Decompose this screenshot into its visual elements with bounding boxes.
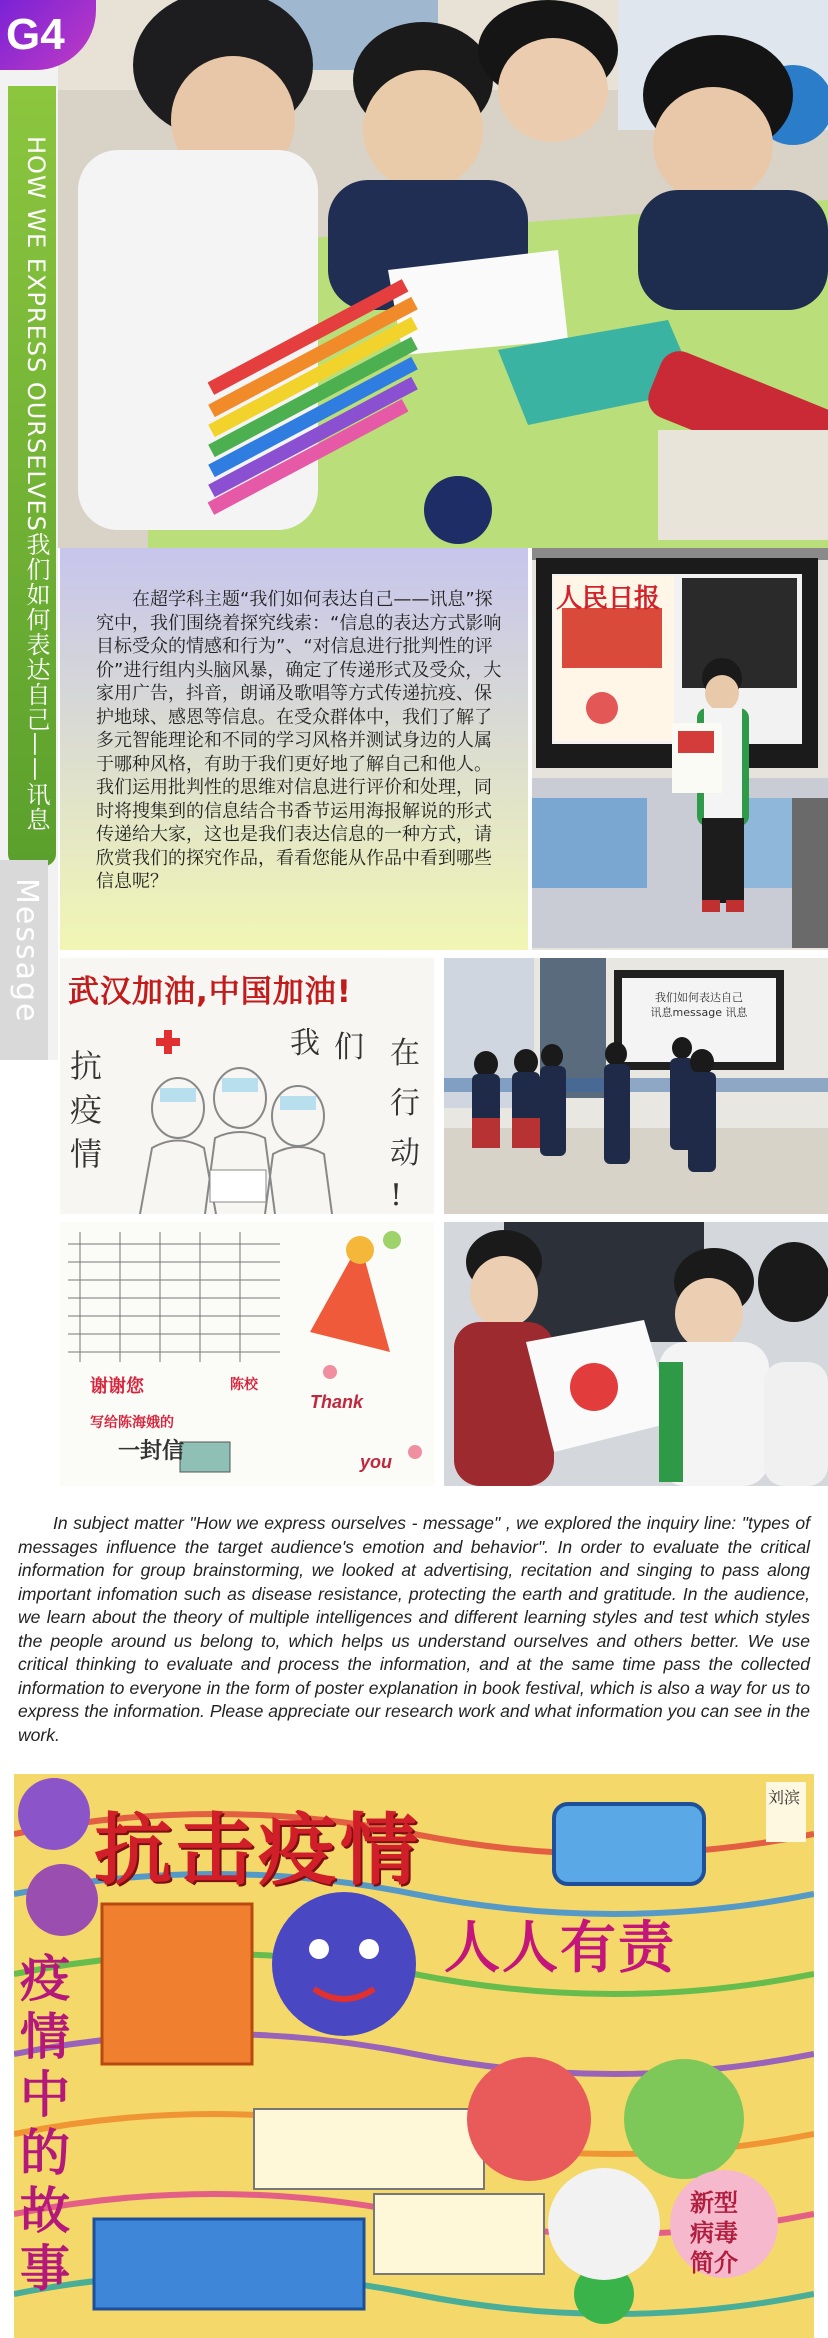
wuhan-right-word: 们 <box>334 1030 364 1065</box>
wuhan-left-word: 抗 <box>70 1047 103 1085</box>
thanks-you: you <box>360 1452 393 1472</box>
photo-classroom-group <box>444 958 828 1214</box>
thanks-school: 陈校 <box>230 1377 258 1393</box>
wuhan-left-word: 情 <box>70 1135 103 1173</box>
big-poster-tag: 刘滨 <box>768 1788 801 1807</box>
big-poster-title: 抗击疫情 <box>94 1806 423 1896</box>
screen-line-2: 讯息message 讯息 <box>650 1006 748 1019</box>
wuhan-right-word: ! <box>390 1178 403 1213</box>
wuhan-left-words <box>70 1044 110 1176</box>
thanks-cn: 谢谢您 <box>90 1376 144 1397</box>
big-poster-side-title: 疫情中的故事 <box>20 1950 70 2298</box>
thanks-letter-2: 一封信 <box>118 1439 185 1464</box>
intro-en-text: In subject matter "How we express ourselves - message" , we explored the inquiry line: "types of messages influence the target audience's emotion and behavior". In order to evaluate the critical information for group brainstorming, we looked at advertising, recitation and singing to pass along important infomation such as disease resistance, protecting the earth and gratitude. In the audience, we learn about the theory of multiple intelligences and different learning styles and test which styles the people around us belong to, which helps us understand ourselves and others better. We use critical thinking to evaluate and process the information, and at the same time pass the collected information to everyone in the form of poster explanation in book festival, which is also a way for us to express the information. Please appreciate our research work and what information you can see in the work. <box>18 1513 810 1745</box>
intro-cn-text: 在超学科主题“我们如何表达自己——讯息”探究中，我们围绕着探究线索：“信息的表达方式影响目标受众的情感和行为”、“对信息进行批判性的评价”进行组内头脑风暴，确定了传递形式及受众，大家用广告，抖音，朗诵及歌唱等方式传递抗疫、保护地球、感恩等信息。在受众群体中，我们了解了多元智能理论和不同的学习风格并测试身边的人属于哪种风格，有助于我们更好地了解自己和他人。我们运用批判性的思维对信息进行评价和处理，同时将搜集到的信息结合书香节运用海报解说的形式传递给大家，这也是我们表达信息的一种方式，请欣赏我们的探究作品，看看您能从作品中看到哪些信息呢？ <box>96 589 502 892</box>
photo-wuhan-poster <box>60 958 434 1214</box>
photo-students-drawing <box>58 0 828 548</box>
stage-board-title: 人民日报 <box>556 584 661 614</box>
classroom-screen-text <box>624 990 774 1020</box>
screen-line-1: 我们如何表达自己 <box>655 991 743 1004</box>
wuhan-right-word: 动 <box>390 1136 420 1171</box>
photo-big-poster <box>14 1774 814 2338</box>
photo-student-presenting <box>532 548 828 950</box>
thanks-letter: 写给陈海娥的 <box>90 1415 174 1431</box>
big-poster-virus-title: 新型病毒简介 <box>690 2189 738 2277</box>
message-tab-label: Message <box>9 878 44 1024</box>
intro-cn-box <box>60 548 528 950</box>
wuhan-left-word: 疫 <box>70 1091 103 1129</box>
wuhan-headline: 武汉加油,中国加油! <box>68 974 352 1010</box>
thanks-en: Thank <box>310 1392 364 1412</box>
wuhan-right-word: 行 <box>390 1086 420 1121</box>
big-poster-subtitle: 人人有责 <box>444 1916 676 1981</box>
wuhan-right-word: 在 <box>390 1036 420 1071</box>
wuhan-right-word: 我 <box>290 1026 320 1061</box>
photo-students-with-poster <box>444 1222 828 1486</box>
photo-thanks-poster <box>60 1222 434 1486</box>
vertical-theme-title: HOW WE EXPRESS OURSELVES我们如何表达自己——讯息 <box>22 136 50 832</box>
grade-badge: G4 <box>0 0 96 70</box>
